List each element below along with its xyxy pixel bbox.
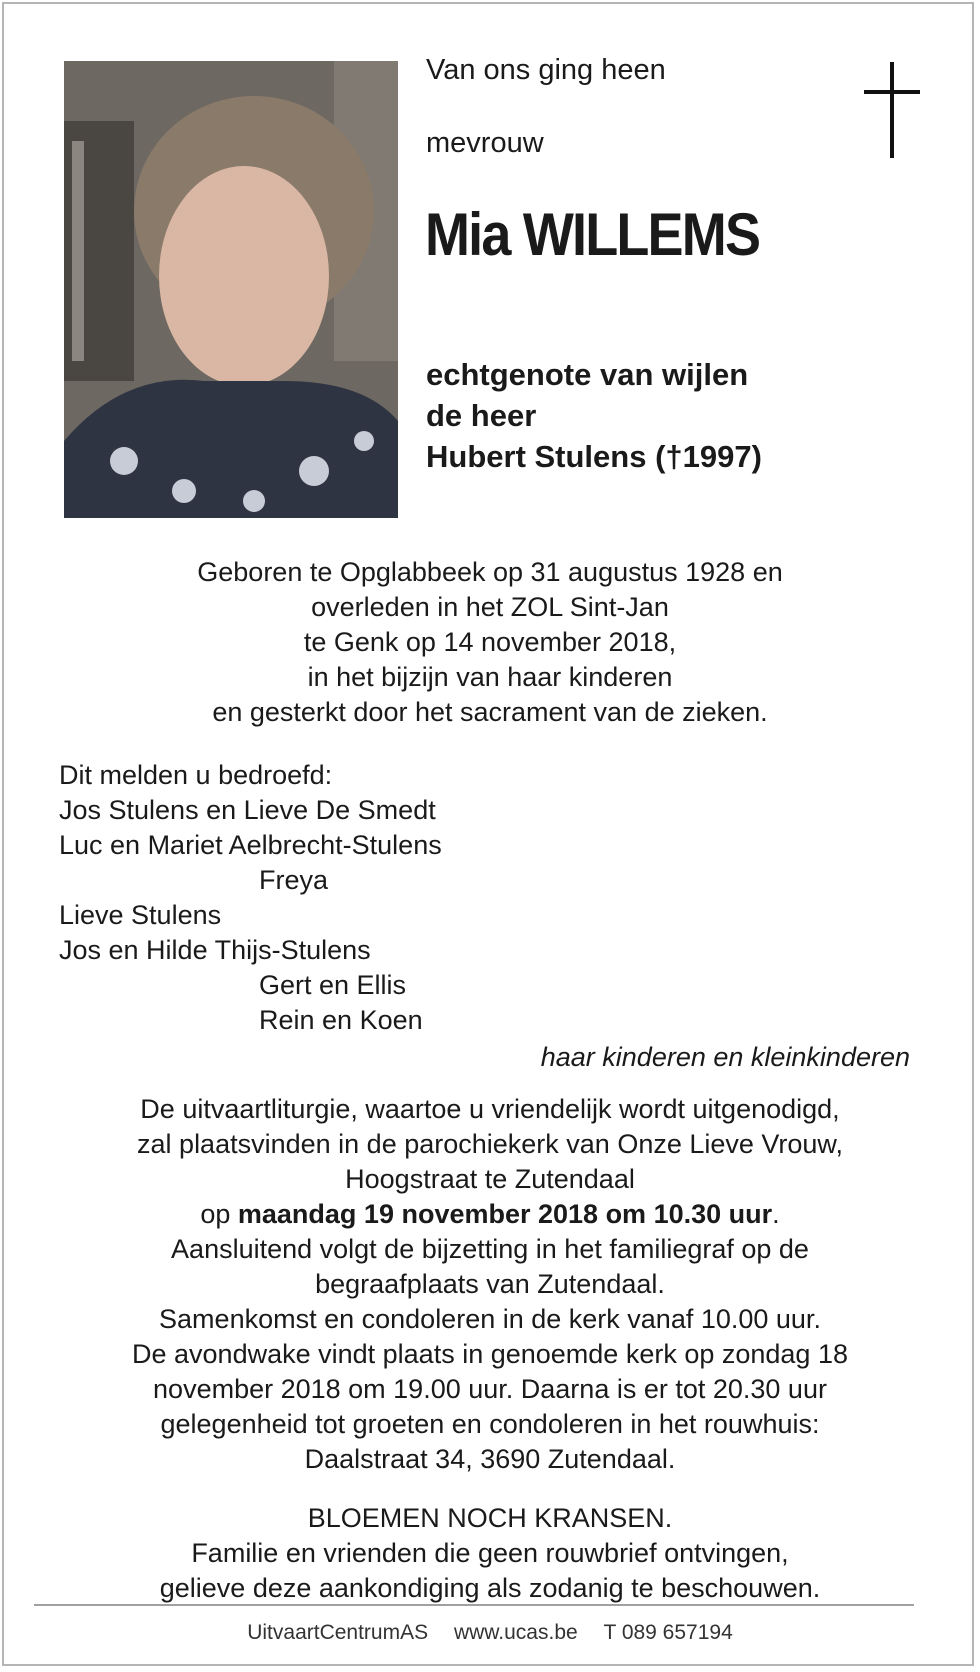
title-prefix: mevrouw: [426, 127, 544, 159]
family-member: Jos en Hilde Thijs-Stulens: [59, 935, 371, 965]
intro-text: Van ons ging heen: [426, 54, 666, 86]
birth-death-line: Geboren te Opglabbeek op 31 augustus 1928 en: [197, 557, 783, 587]
birth-death-line: en gesterkt door het sacrament van de zieken.: [212, 697, 768, 727]
birth-death-paragraph: [0, 555, 980, 730]
family-relation-label: haar kinderen en kleinkinderen: [540, 1042, 910, 1072]
funeral-line: november 2018 om 19.00 uur. Daarna is er tot 20.30 uur: [153, 1374, 827, 1404]
funeral-line: begraafplaats van Zutendaal.: [315, 1269, 665, 1299]
footer-website[interactable]: www.ucas.be: [453, 1621, 578, 1644]
flowers-line: gelieve deze aankondiging als zodanig te beschouwen.: [159, 1573, 821, 1603]
funeral-date: maandag 19 november 2018 om 10.30 uur: [237, 1199, 773, 1229]
family-intro: Dit melden u bedroefd:: [59, 760, 333, 790]
family-member: Jos Stulens en Lieve De Smedt: [59, 795, 436, 825]
birth-death-line: te Genk op 14 november 2018,: [303, 627, 677, 657]
funeral-line: Hoogstraat te Zutendaal: [345, 1164, 635, 1194]
flowers-line: BLOEMEN NOCH KRANSEN.: [307, 1503, 673, 1533]
family-member: Luc en Mariet Aelbrecht-Stulens: [59, 830, 442, 860]
funeral-line: Aansluitend volgt de bijzetting in het familiegraf op de: [171, 1234, 809, 1264]
funeral-line: Samenkomst en condoleren in de kerk vanaf 10.00 uur.: [159, 1304, 821, 1334]
funeral-line: Daalstraat 34, 3690 Zutendaal.: [304, 1444, 676, 1474]
flowers-line: Familie en vrienden die geen rouwbrief ontvingen,: [191, 1538, 789, 1568]
date-suffix: .: [772, 1199, 780, 1229]
spouse-info: [426, 354, 762, 477]
family-list: [59, 758, 442, 1038]
funeral-paragraph: [0, 1092, 980, 1477]
footer-divider: [34, 1604, 914, 1606]
grandchild: Freya: [259, 865, 329, 895]
spouse-line: echtgenote van wijlen: [426, 357, 749, 392]
spouse-line: Hubert Stulens (†1997): [426, 439, 762, 474]
flowers-notice: [0, 1501, 980, 1606]
date-prefix: op: [200, 1199, 238, 1229]
funeral-line: zal plaatsvinden in de parochiekerk van Onze Lieve Vrouw,: [137, 1129, 843, 1159]
funeral-line: De uitvaartliturgie, waartoe u vriendelijk wordt uitgenodigd,: [140, 1094, 840, 1124]
spouse-line: de heer: [426, 398, 537, 433]
footer-company: UitvaartCentrumAS: [247, 1621, 429, 1644]
funeral-line: gelegenheid tot groeten en condoleren in het rouwhuis:: [160, 1409, 820, 1439]
funeral-line: De avondwake vindt plaats in genoemde kerk op zondag 18: [132, 1339, 848, 1369]
portrait-photo: [64, 61, 398, 518]
funeral-date-line: [0, 1197, 980, 1232]
footer: [0, 1620, 980, 1646]
cross-icon: [864, 62, 920, 158]
grandchild: Rein en Koen: [259, 1005, 423, 1035]
deceased-name: Mia WILLEMS: [425, 201, 760, 268]
grandchild: Gert en Ellis: [259, 970, 407, 1000]
birth-death-line: in het bijzijn van haar kinderen: [307, 662, 673, 692]
footer-phone: T 089 657194: [603, 1621, 733, 1644]
family-member: Lieve Stulens: [59, 900, 222, 930]
birth-death-line: overleden in het ZOL Sint-Jan: [311, 592, 669, 622]
